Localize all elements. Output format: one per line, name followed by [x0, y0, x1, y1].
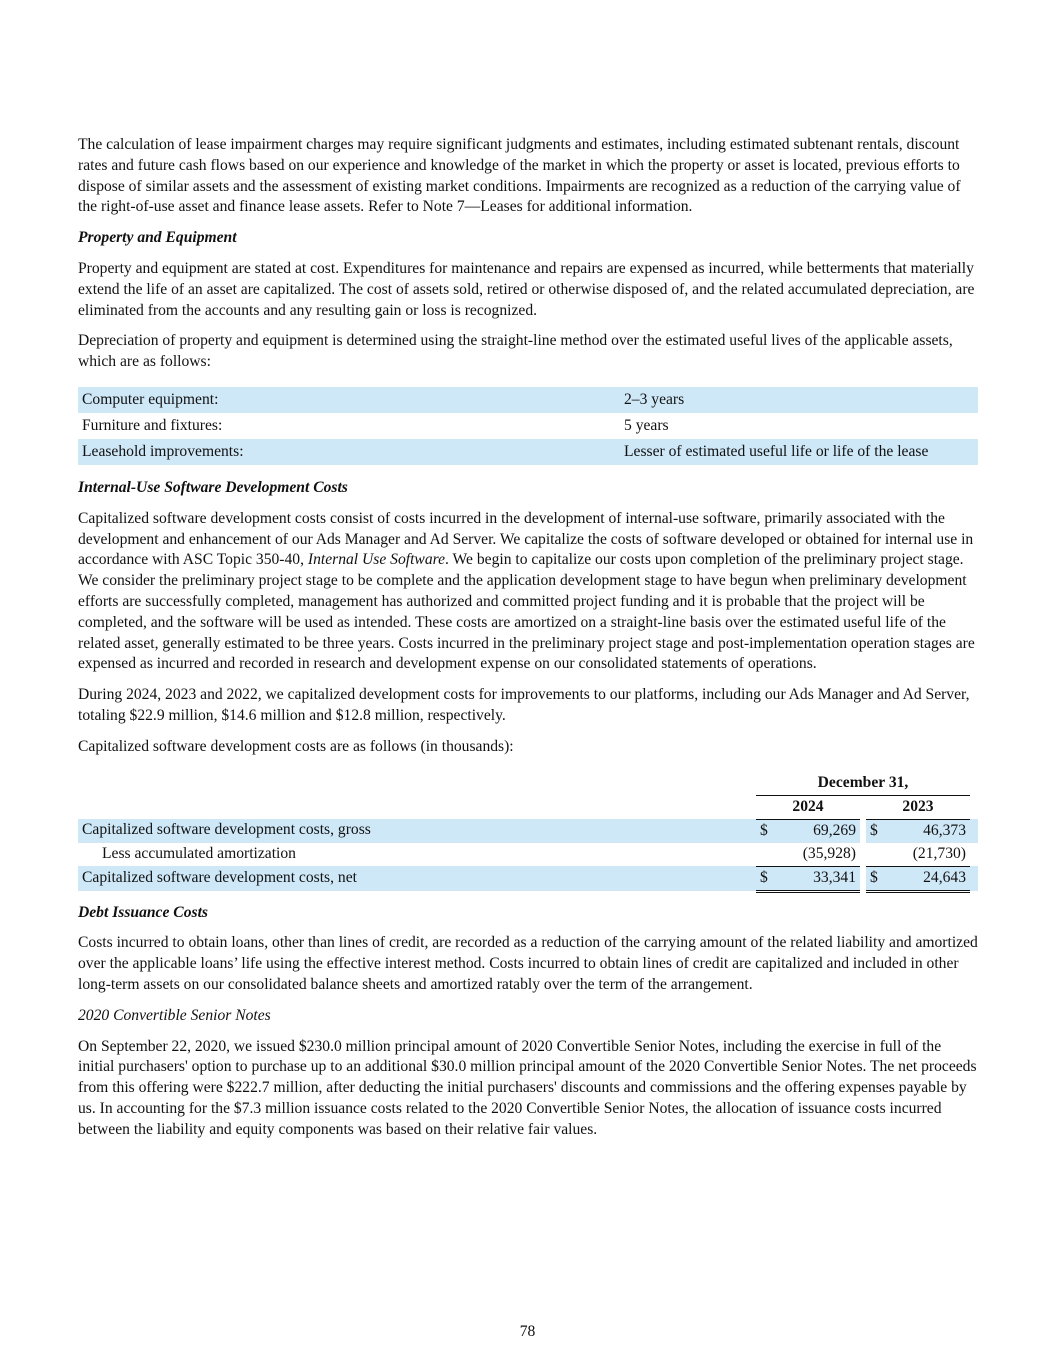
- value-2023: 24,643: [886, 866, 970, 891]
- table-years-row: [78, 795, 978, 819]
- table-header-row: [78, 772, 978, 796]
- asset-life: 5 years: [624, 416, 669, 434]
- lease-impairment-paragraph: The calculation of lease impairment charges may require significant judgments and estimates, including estimated subtenant rentals, discount rates and future cash flows based on our experience and knowledge of the market in which the property or asset is located, previous efforts to dispose of similar assets and the assessment of existing market conditions. Impairments are recognized as a reduction of the carrying value of the right-of-use asset and finance lease assets. Refer to Note 7—Leases for additional information.: [78, 136, 961, 216]
- software-paragraph-2: During 2024, 2023 and 2022, we capitalized development costs for improvements to our platforms, including our Ads Manager and Ad Server, totaling $22.9 million, $14.6 million and $12.8 million, respectively.: [78, 686, 970, 724]
- value-2023: (21,730): [886, 843, 970, 867]
- table-row: [78, 866, 978, 891]
- year-2023: 2023: [866, 795, 970, 819]
- currency-symbol: $: [866, 866, 886, 891]
- table-row: [78, 387, 978, 413]
- row-label: Capitalized software development costs, gross: [78, 819, 756, 843]
- table-row: [78, 413, 978, 439]
- property-paragraph-1: Property and equipment are stated at cost. Expenditures for maintenance and repairs are expensed as incurred, while betterments that materially extend the life of an asset are capitalized. The cost of assets sold, retired or otherwise disposed of, and the related accumulated depreciation, are eliminated from the accounts and any resulting gain or loss is recognized.: [78, 259, 975, 319]
- row-label: Less accumulated amortization: [102, 844, 296, 862]
- property-equipment-heading: Property and Equipment: [78, 229, 237, 247]
- software-p1-italic: Internal Use Software: [307, 551, 446, 569]
- year-2024: 2024: [756, 795, 860, 819]
- debt-issuance-heading: Debt Issuance Costs: [78, 903, 208, 921]
- currency-symbol: $: [756, 819, 776, 843]
- currency-symbol: [756, 843, 776, 867]
- row-label: Capitalized software development costs, net: [78, 866, 756, 891]
- value-2024: (35,928): [776, 843, 860, 867]
- document-page: [78, 135, 978, 1151]
- property-paragraph-2: Depreciation of property and equipment is determined using the straight-line method over the estimated useful lives of the applicable assets, which are as follows:: [78, 332, 953, 371]
- capitalized-software-table: [78, 772, 978, 893]
- value-2023: 46,373: [886, 819, 970, 843]
- asset-label: Computer equipment:: [78, 387, 620, 413]
- convertible-notes-subheading: 2020 Convertible Senior Notes: [78, 1006, 271, 1024]
- value-2024: 69,269: [776, 819, 860, 843]
- table-row: [78, 843, 978, 867]
- software-paragraph-1: [78, 509, 978, 675]
- software-p1-text-cont: . We begin to capitalize our costs upon completion of the preliminary project stage. We consider the preliminary project stage to be complete and the application development stage to have begun when preliminary development efforts are successfully completed, management has authorized and committed project funding and it is probable that the project will be completed, and the software will be used as intended. These costs are amortized on a straight-line basis over the estimated useful life of the related asset, generally estimated to be three years. Costs incurred in the preliminary project stage and post-implementation operation stages are expensed as incurred and recorded in research and development expense on our consolidated statements of operations.: [78, 551, 975, 673]
- asset-life: Lesser of estimated useful life or life of the lease: [620, 439, 978, 465]
- debt-paragraph-1: Costs incurred to obtain loans, other than lines of credit, are recorded as a reduction of the carrying amount of the related liability and amortized over the applicable loans’ life using the effective interest method. Costs incurred to obtain lines of credit are capitalized and included in other long-term assets on our consolidated balance sheets and amortized ratably over the term of the arrangement.: [78, 934, 978, 993]
- software-heading: Internal-Use Software Development Costs: [78, 478, 348, 496]
- currency-symbol: [866, 843, 886, 867]
- useful-lives-table: [78, 387, 978, 465]
- software-paragraph-3: Capitalized software development costs are as follows (in thousands):: [78, 737, 514, 755]
- value-2024: 33,341: [776, 866, 860, 891]
- software-p1-text: Capitalized software development costs consist of costs incurred in the development of internal-use software, primarily associated with the development and enhancement of our Ads Manager and Ad Server. We capitalize the costs of software developed or obtained for internal use in accordance with ASC Topic 350-40,: [78, 509, 974, 569]
- currency-symbol: $: [866, 819, 886, 843]
- table-row: [78, 439, 978, 465]
- asset-label: Furniture and fixtures:: [82, 416, 223, 434]
- page-number: 78: [519, 1323, 536, 1340]
- currency-symbol: $: [756, 866, 776, 891]
- period-header: December 31,: [756, 772, 970, 796]
- asset-life: 2–3 years: [620, 387, 978, 413]
- asset-label: Leasehold improvements:: [78, 439, 620, 465]
- debt-paragraph-2: On September 22, 2020, we issued $230.0 million principal amount of 2020 Convertible Senior Notes, including the exercise in full of the initial purchasers' option to purchase up to an additional $30.0 million principal amount of the 2020 Convertible Senior Notes. The net proceeds from this offering were $222.7 million, after deducting the initial purchasers' discounts and commissions and the offering expenses payable by us. In accounting for the $7.3 million issuance costs related to the 2020 Convertible Senior Notes, the allocation of issuance costs incurred between the liability and equity components was based on their relative fair values.: [78, 1037, 977, 1138]
- table-row: [78, 819, 978, 843]
